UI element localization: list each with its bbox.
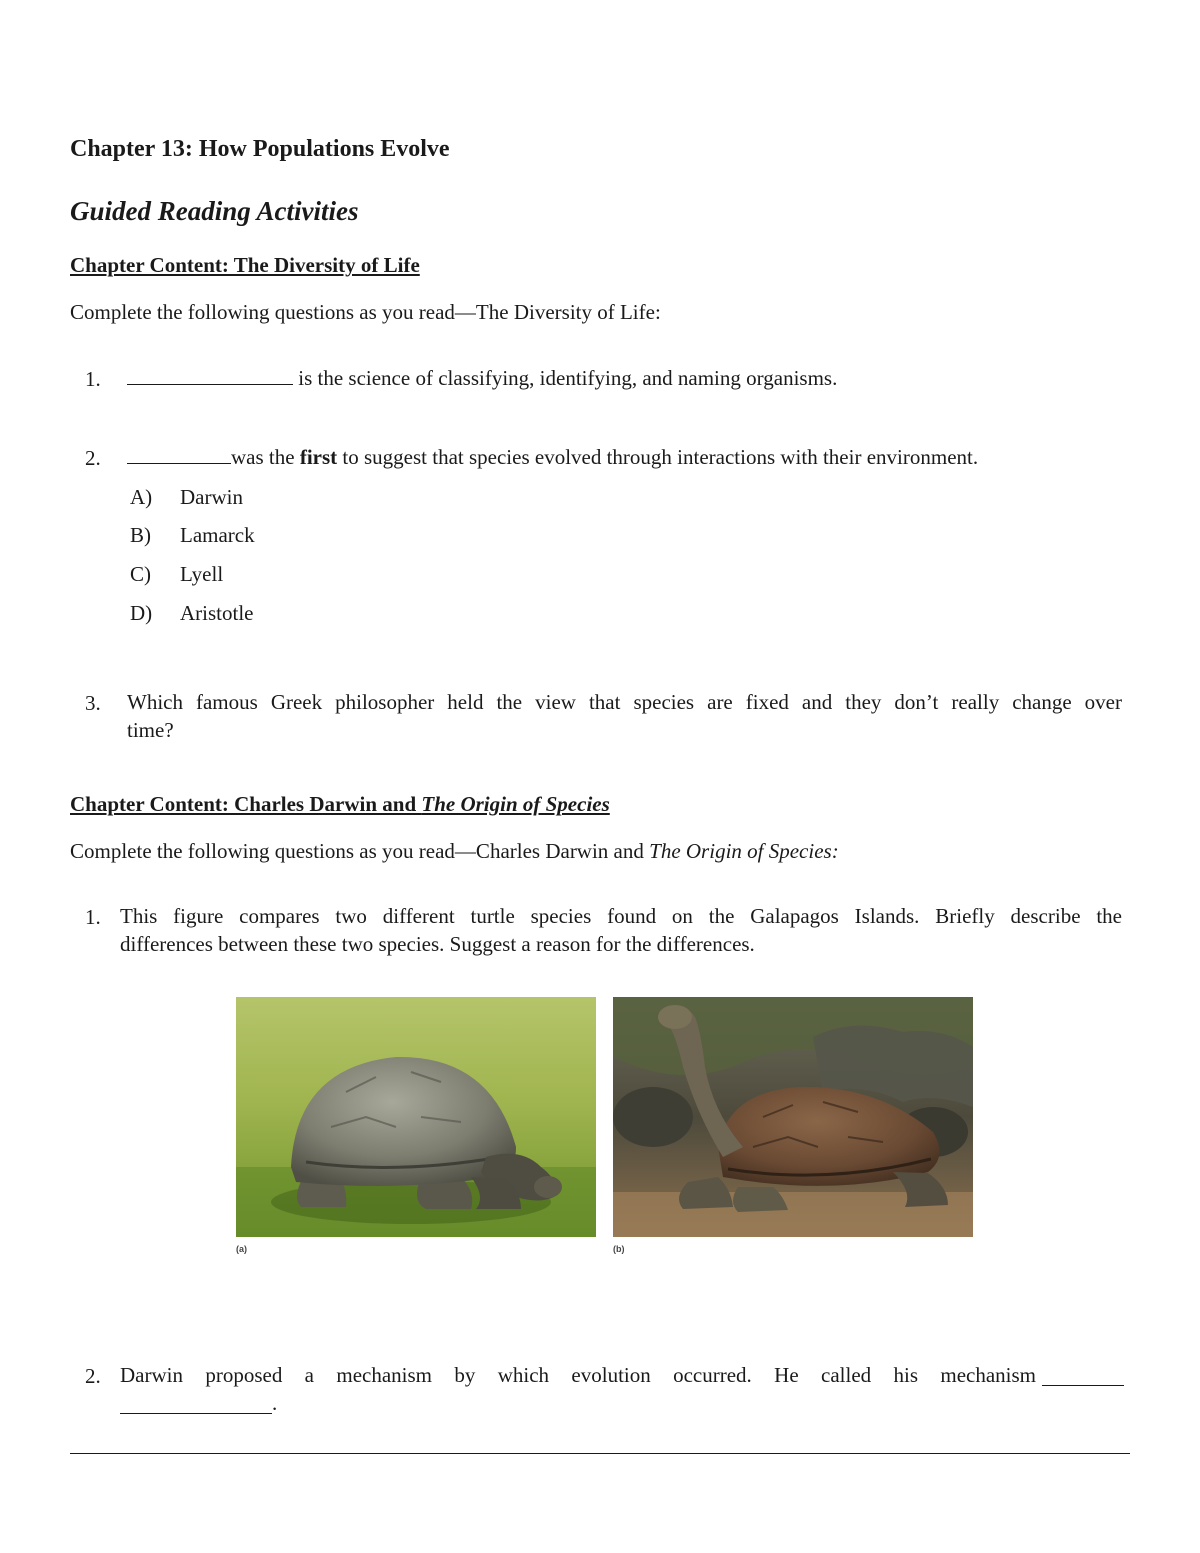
answer-blank[interactable] <box>120 1395 272 1414</box>
question-number: 2. <box>85 1364 101 1388</box>
option-letter-d: D) <box>130 601 153 625</box>
option-letter-b: B) <box>130 523 151 547</box>
figure-caption-b: (b) <box>613 1244 625 1254</box>
section-intro-italic: The Origin of Species: <box>649 839 839 863</box>
question-text-before: was the <box>231 445 300 469</box>
figure-question-line-1: This figure compares two different turtle species found on the Galapagos Islands. Briefly describe the <box>120 904 1122 928</box>
option-letter-a: A) <box>130 485 153 509</box>
figure-caption-a: (a) <box>236 1244 247 1254</box>
answer-blank[interactable] <box>1042 1367 1124 1386</box>
question-number: 3. <box>85 691 101 715</box>
section-heading-plain: Chapter Content: Charles Darwin and <box>70 792 422 816</box>
section-intro-diversity: Complete the following questions as you read—The Diversity of Life: <box>70 300 661 324</box>
question-1-diversity <box>127 364 837 392</box>
section-heading-diversity: Chapter Content: The Diversity of Life <box>70 253 420 277</box>
option-text-a: Darwin <box>180 485 243 509</box>
option-text-b: Lamarck <box>180 523 255 547</box>
tortoise-photo-b <box>613 997 973 1237</box>
question-text-after: to suggest that species evolved through interactions with their environment. <box>337 445 979 469</box>
question-3-line-2: time? <box>127 718 174 742</box>
section-intro-darwin <box>70 839 839 864</box>
section-intro-plain: Complete the following questions as you read—Charles Darwin and <box>70 839 650 863</box>
option-letter-c: C) <box>130 562 151 586</box>
question-number: 2. <box>85 446 101 470</box>
question-number: 1. <box>85 367 101 391</box>
question-text: is the science of classifying, identifying, and naming organisms. <box>293 366 838 390</box>
answer-blank[interactable] <box>127 445 231 464</box>
footer-rule <box>70 1453 1130 1454</box>
mechanism-question-end: . <box>272 1391 278 1415</box>
section-heading-italic: The Origin of Species <box>421 792 610 816</box>
tortoise-photo-a <box>236 997 596 1237</box>
option-text-c: Lyell <box>180 562 224 586</box>
option-text-d: Aristotle <box>180 601 254 625</box>
guided-reading-title: Guided Reading Activities <box>70 196 359 226</box>
question-number: 1. <box>85 905 101 929</box>
question-2-diversity <box>127 443 978 471</box>
question-3-line-1: Which famous Greek philosopher held the view that species are fixed and they don’t really change over <box>127 690 1122 714</box>
question-text-bold: first <box>299 445 338 469</box>
section-heading-darwin <box>70 792 610 817</box>
chapter-title: Chapter 13: How Populations Evolve <box>70 136 450 162</box>
answer-blank[interactable] <box>127 366 293 385</box>
figure-question-line-2: differences between these two species. Suggest a reason for the differences. <box>120 932 755 956</box>
mechanism-question-line-1: Darwin proposed a mechanism by which evolution occurred. He called his mechanism <box>120 1363 1036 1387</box>
